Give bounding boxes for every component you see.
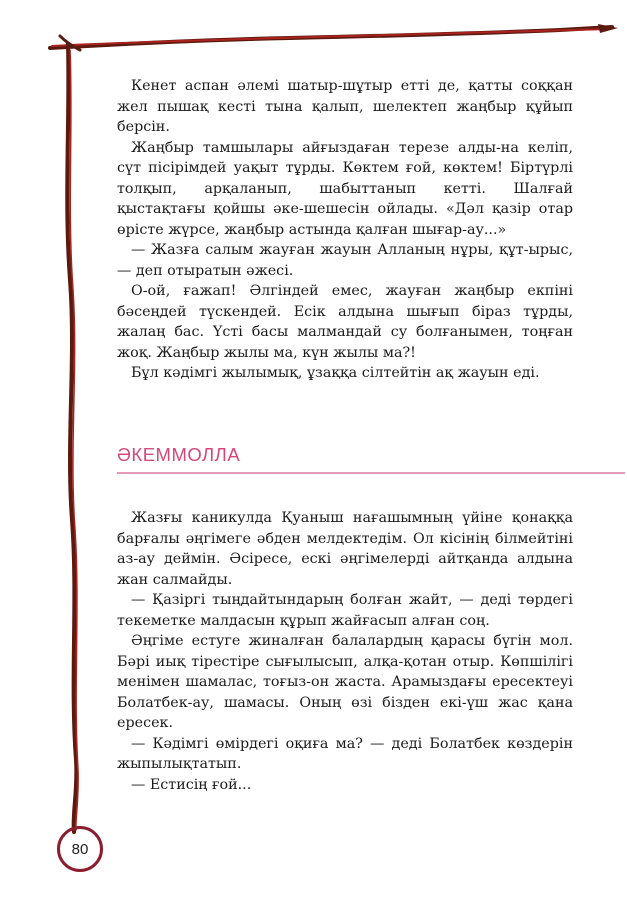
paragraph: Жаңбыр тамшылары айғыздаған терезе алды-на келіп, сүт пісірімдей уақыт тұрды. Көктем ғой, көктем! Біртүрлі толқып, арқаланып, шабыттанып кетті. Шалғай қыстақтағы қойшы әке-шешесін ойлады. «Дәл қазір отар өрісте жүрсе, жаңбыр астында қалған шығар-ау...» — [117, 139, 573, 238]
paragraph: Әңгіме естуге жиналған балалардың қарасы бүгін мол. Бәрі иық тірестіре сығылысып, алқа-қотан отыр. Көпшілігі менімен шамалас, тоғыз-он жаста. Арамыздағы ересектеуі Болатбек-ау, шамасы. Оның өзі бізден екі-үш жас қана ересек. — [117, 633, 573, 731]
text-part-1 — [117, 76, 573, 384]
paragraph: О-ой, ғажап! Әлгіндей емес, жауған жаңбыр екпіні бәсеңдей түскендей. Есік алдына шығып біраз тұрды, жалаң бас. Үсті басы малмандай су болғанымен, тоңған жоқ. Жаңбыр жылы ма, күн жылы ма?! — [117, 283, 573, 361]
paragraph: — Естисің ғой... — [131, 776, 252, 793]
paragraph: — Қазіргі тыңдайтындарың болған жайт, — деді төрдегі текеметке малдасын құрып жайғасып алған соң. — [117, 592, 573, 629]
paragraph: Жазғы каникулда Қуаныш нағашымның үйіне қонаққа барғалы әңгімеге әбден мелдектедім. Ол кісінің білмейтіні аз-ау деймін. Әсіресе, ескі әңгімелерді айтқанда алдына жан салмайды. — [117, 510, 573, 588]
paragraph: Кенет аспан әлемі шатыр-шұтыр етті де, қатты соққан жел пышақ кесті тына қалып, шелектеп жаңбыр құйып берсін. — [117, 78, 573, 135]
section-title: ӘКЕММОЛЛА — [117, 444, 241, 465]
paragraph: — Жазға салым жауған жауын Алланың нұры, құт-ырыс,— деп отыратын әжесі. — [117, 242, 573, 279]
paragraph: — Кәдімгі өмірдегі оқиға ма? — деді Болатбек көздерін жыпылықтатып. — [117, 735, 573, 772]
paragraph: Бұл кәдімгі жылымық, ұзаққа сілтейтін ақ жауын еді. — [131, 365, 540, 381]
page-number: 80 — [57, 826, 103, 872]
section-divider — [117, 472, 625, 474]
text-part-2 — [117, 508, 573, 795]
